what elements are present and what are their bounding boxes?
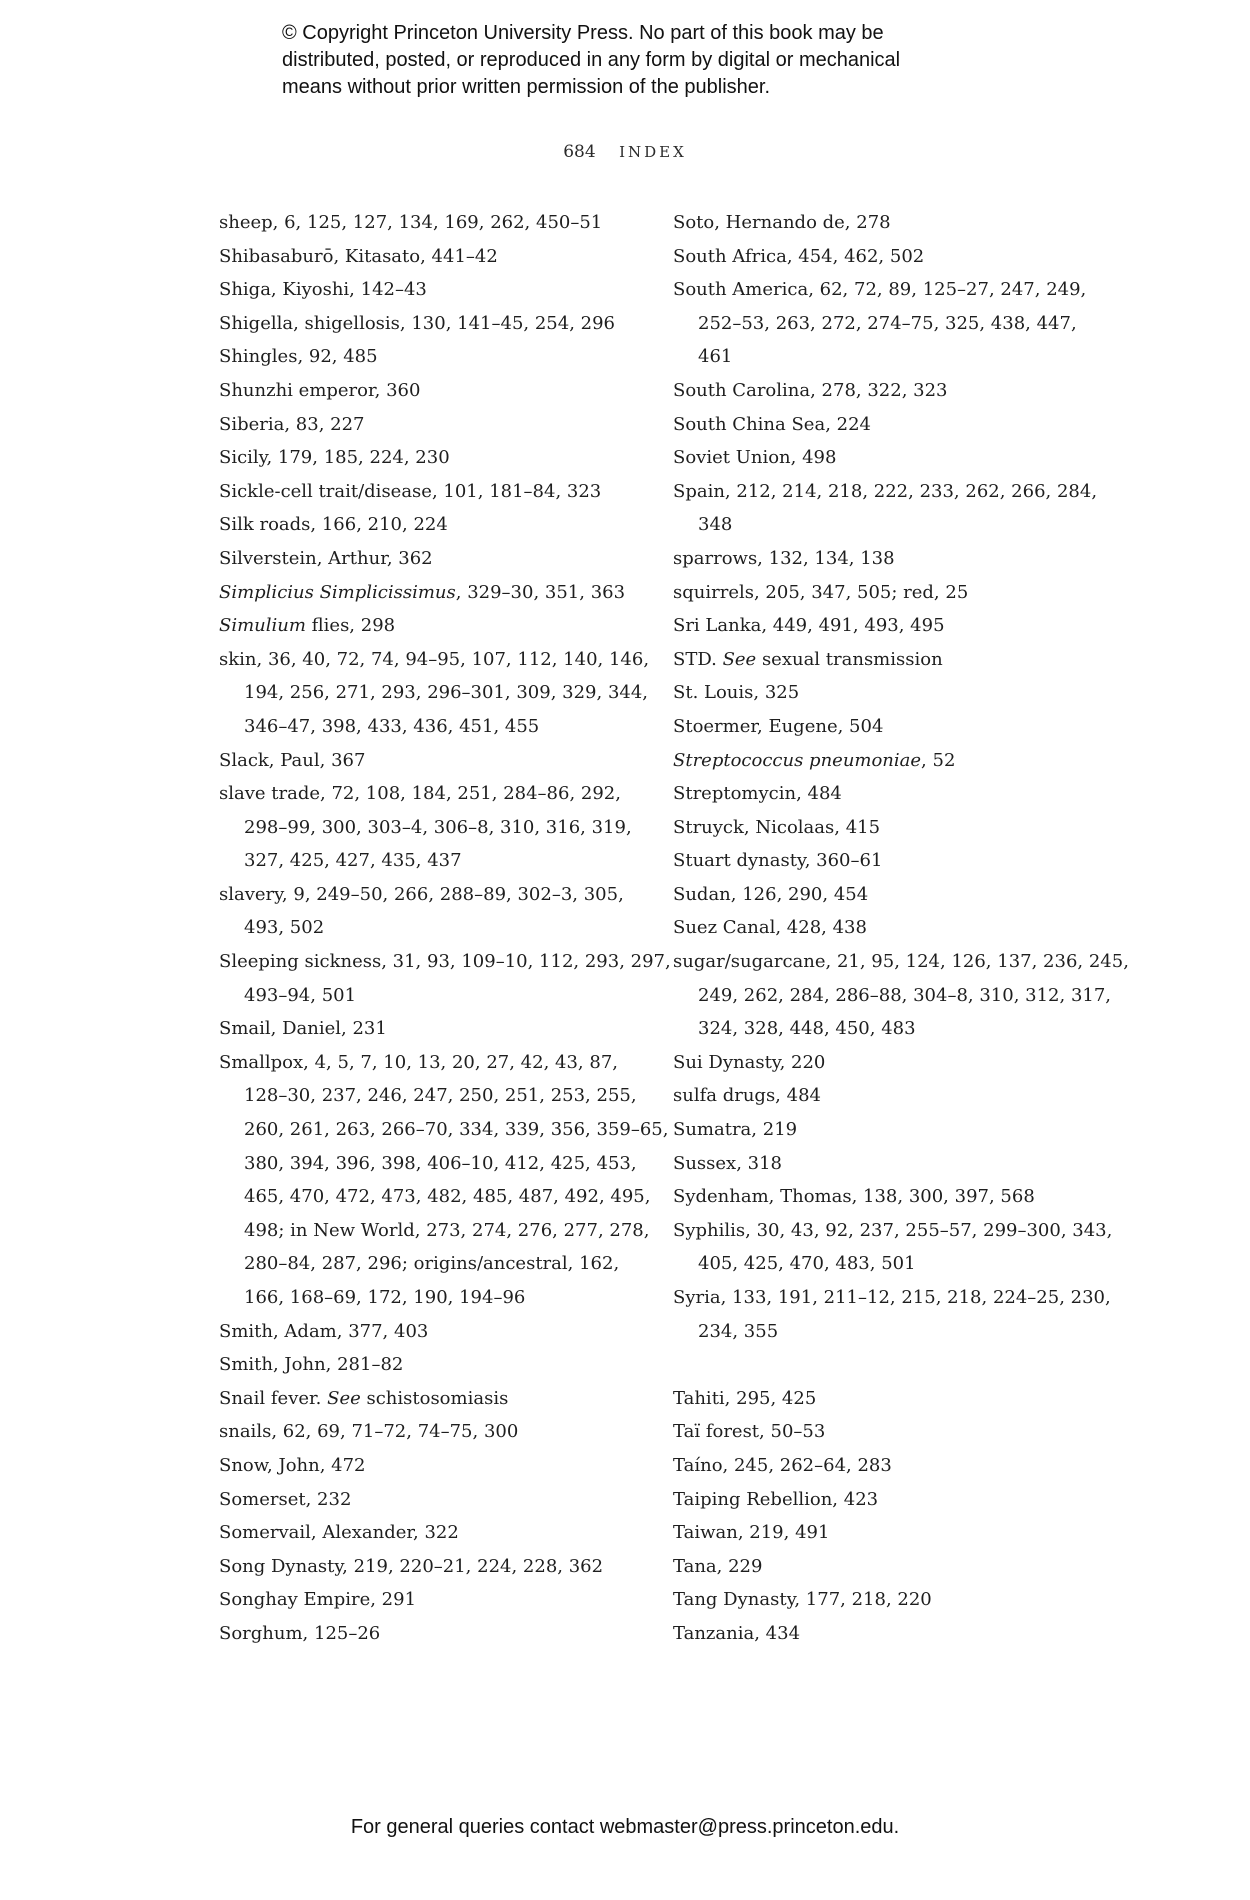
index-entry: [219, 1315, 659, 1349]
index-entry: [673, 576, 1113, 610]
index-entry: [673, 609, 1113, 643]
index-entry-continuation: [219, 1113, 669, 1147]
index-entry-text: 380, 394, 396, 398, 406–10, 412, 425, 453,: [244, 1152, 637, 1174]
index-entry-text: , 329–30, 351, 363: [455, 581, 626, 603]
index-entry-text: Siberia, 83, 227: [219, 413, 365, 435]
index-entry-text: , 52: [921, 749, 956, 771]
page-number: 684: [563, 142, 596, 162]
index-entry: [219, 576, 659, 610]
index-entry: [219, 1483, 659, 1517]
index-entry-text: Syphilis, 30, 43, 92, 237, 255–57, 299–300, 343,: [673, 1219, 1113, 1241]
index-entry-text: schistosomiasis: [360, 1387, 509, 1409]
index-entry-continuation: [673, 1315, 1113, 1349]
index-entry-text: South Africa, 454, 462, 502: [673, 245, 925, 267]
index-entry: [673, 1617, 1113, 1651]
index-entry-text: Somerset, 232: [219, 1488, 352, 1510]
index-entry-text: 405, 425, 470, 483, 501: [698, 1253, 916, 1275]
index-entry: [219, 273, 659, 307]
index-entry-text: snails, 62, 69, 71–72, 74–75, 300: [219, 1421, 519, 1443]
index-entry: [219, 206, 659, 240]
index-entry-text: Songhay Empire, 291: [219, 1589, 417, 1611]
index-entry-continuation: [673, 1247, 1113, 1281]
index-entry-continuation: [219, 1247, 659, 1281]
index-entry-italic: Streptococcus pneumoniae: [673, 749, 922, 771]
index-entry: [219, 240, 659, 274]
index-entry: [673, 911, 1113, 945]
index-entry-italic: See: [327, 1387, 361, 1409]
index-entry: [219, 408, 659, 442]
copyright-line: © Copyright Princeton University Press. No part of this book may be: [282, 22, 884, 44]
index-entry-text: Silk roads, 166, 210, 224: [219, 514, 448, 536]
index-entry: [219, 374, 659, 408]
index-entry-text: Song Dynasty, 219, 220–21, 224, 228, 362: [219, 1555, 604, 1577]
index-entry-text: Smith, John, 281–82: [219, 1354, 404, 1376]
index-entry: [219, 1516, 659, 1550]
index-entry-text: 465, 470, 472, 473, 482, 485, 487, 492, 495,: [244, 1186, 651, 1208]
index-entry-continuation: [673, 508, 1113, 542]
index-entry-text: Shiga, Kiyoshi, 142–43: [219, 279, 427, 301]
index-entry-text: Sleeping sickness, 31, 93, 109–10, 112, 293, 297,: [219, 951, 671, 973]
index-entry: [673, 1113, 1113, 1147]
index-entry: [219, 643, 659, 677]
index-entry: [219, 609, 659, 643]
copyright-line: means without prior written permission of the publisher.: [282, 76, 771, 98]
index-entry-text: Syria, 133, 191, 211–12, 215, 218, 224–25, 230,: [673, 1287, 1111, 1308]
index-entry-continuation: [219, 1214, 659, 1248]
index-entry: [673, 1046, 1113, 1080]
index-column-right: [673, 206, 1129, 1651]
index-entry: [673, 1483, 1113, 1517]
copyright-line: distributed, posted, or reproduced in any form by digital or mechanical: [282, 49, 901, 71]
index-entry-text: Sorghum, 125–26: [219, 1622, 381, 1644]
index-entry: [673, 542, 1113, 576]
index-entry-continuation: [219, 1147, 659, 1181]
index-entry-continuation: [673, 979, 1113, 1013]
index-entry-text: sparrows, 132, 134, 138: [673, 547, 895, 569]
index-entry-continuation: [219, 844, 659, 878]
index-entry: [219, 744, 659, 778]
index-entry-continuation: [673, 307, 1113, 341]
index-entry-text: 461: [698, 346, 733, 368]
index-entry-continuation: [219, 979, 659, 1013]
index-entry: [219, 542, 659, 576]
index-entry: [673, 777, 1113, 811]
index-entry-continuation: [673, 1012, 1113, 1046]
index-entry-italic: Simulium: [219, 615, 306, 637]
index-entry-text: 194, 256, 271, 293, 296–301, 309, 329, 344,: [244, 682, 649, 704]
index-entry: [673, 710, 1113, 744]
index-entry: [673, 408, 1113, 442]
index-entry-italic: See: [722, 648, 757, 670]
index-entry-text: sugar/sugarcane, 21, 95, 124, 126, 137, 236, 245,: [673, 951, 1129, 973]
index-entry: [219, 1617, 659, 1651]
copyright-notice: [282, 20, 1042, 101]
index-entry: [673, 374, 1113, 408]
index-entry: [673, 878, 1113, 912]
index-entry-text: South Carolina, 278, 322, 323: [673, 379, 948, 401]
index-entry-italic: Simplicius Simplicissimus: [219, 581, 456, 603]
index-entry-text: 324, 328, 448, 450, 483: [698, 1018, 916, 1040]
index-entry-text: Sydenham, Thomas, 138, 300, 397, 568: [673, 1186, 1035, 1208]
index-entry: [673, 811, 1113, 845]
index-entry-text: Soto, Hernando de, 278: [673, 212, 891, 233]
index-entry-text: Tang Dynasty, 177, 218, 220: [673, 1589, 932, 1611]
index-entry: [219, 1583, 659, 1617]
index-entry-text: Taiping Rebellion, 423: [673, 1488, 879, 1510]
index-entry: [673, 1516, 1113, 1550]
index-entry-text: 249, 262, 284, 286–88, 304–8, 310, 312, 317,: [698, 984, 1112, 1006]
index-entry: [673, 945, 1129, 979]
index-entry: [219, 878, 659, 912]
index-entry-continuation: [219, 1180, 659, 1214]
index-entry-text: Smail, Daniel, 231: [219, 1018, 387, 1040]
index-entry: [673, 1449, 1113, 1483]
index-entry: [219, 508, 659, 542]
index-entry: [673, 1382, 1113, 1416]
index-entry: [219, 441, 659, 475]
index-entry-text: 234, 355: [698, 1320, 779, 1342]
index-entry: [219, 475, 659, 509]
index-entry-text: Slack, Paul, 367: [219, 749, 366, 771]
index-entry-text: Sudan, 126, 290, 454: [673, 883, 869, 905]
index-entry-text: Smallpox, 4, 5, 7, 10, 13, 20, 27, 42, 43, 87,: [219, 1051, 618, 1073]
index-entry: [673, 1079, 1113, 1113]
footer-contact: For general queries contact webmaster@press.princeton.edu.: [350, 1816, 900, 1838]
index-entry-text: Taiwan, 219, 491: [673, 1522, 830, 1544]
index-entry-text: sulfa drugs, 484: [673, 1085, 821, 1107]
index-entry-text: 327, 425, 427, 435, 437: [244, 850, 462, 872]
index-entry-text: Sicily, 179, 185, 224, 230: [219, 447, 450, 469]
index-entry-text: 348: [698, 514, 733, 536]
index-entry: [219, 1046, 659, 1080]
index-entry-text: slavery, 9, 249–50, 266, 288–89, 302–3, 305,: [219, 883, 624, 905]
index-entry-text: Sumatra, 219: [673, 1119, 798, 1141]
index-entry: [219, 777, 659, 811]
index-entry-text: slave trade, 72, 108, 184, 251, 284–86, 292,: [219, 783, 621, 805]
index-entry: [673, 1180, 1113, 1214]
index-entry-continuation: [219, 1079, 659, 1113]
index-entry-text: Snow, John, 472: [219, 1454, 366, 1476]
index-entry-text: Shunzhi emperor, 360: [219, 379, 421, 401]
index-entry-text: 128–30, 237, 246, 247, 250, 251, 253, 255,: [244, 1085, 637, 1107]
section-gap: [673, 1348, 1113, 1382]
index-entry: [673, 676, 1113, 710]
index-entry: [219, 945, 671, 979]
index-entry-continuation: [219, 911, 659, 945]
index-entry: [673, 844, 1113, 878]
index-entry: [219, 1382, 659, 1416]
index-entry-text: Struyck, Nicolaas, 415: [673, 816, 881, 838]
index-entry-text: 260, 261, 263, 266–70, 334, 339, 356, 359–65,: [244, 1119, 669, 1141]
index-entry: [673, 1147, 1113, 1181]
index-entry-text: Streptomycin, 484: [673, 783, 842, 805]
index-entry: [219, 1449, 659, 1483]
index-entry-continuation: [219, 811, 659, 845]
index-entry-continuation: [219, 676, 659, 710]
index-entry: [673, 441, 1113, 475]
index-entry-continuation: [673, 340, 1113, 374]
index-entry: [673, 1281, 1113, 1315]
index-entry-text: Sickle-cell trait/disease, 101, 181–84, 323: [219, 480, 602, 502]
index-entry: [673, 1214, 1113, 1248]
index-entry-text: Shingles, 92, 485: [219, 346, 378, 368]
index-entry: [673, 206, 1113, 240]
index-entry-text: Soviet Union, 498: [673, 447, 837, 469]
index-entry-text: South America, 62, 72, 89, 125–27, 247, 249,: [673, 279, 1087, 301]
index-entry-text: Taíno, 245, 262–64, 283: [673, 1454, 892, 1476]
index-entry: [673, 240, 1113, 274]
index-entry-text: South China Sea, 224: [673, 413, 871, 435]
index-entry-text: 298–99, 300, 303–4, 306–8, 310, 316, 319,: [244, 816, 632, 838]
index-entry-text: flies, 298: [305, 615, 396, 637]
index-entry-text: Smith, Adam, 377, 403: [219, 1320, 429, 1342]
index-entry-continuation: [219, 1281, 659, 1315]
index-entry-text: STD.: [673, 648, 723, 670]
index-entry-text: 346–47, 398, 433, 436, 451, 455: [244, 715, 540, 737]
index-entry-text: skin, 36, 40, 72, 74, 94–95, 107, 112, 140, 146,: [219, 648, 650, 670]
index-column-left: [219, 206, 671, 1651]
index-entry: [219, 1348, 659, 1382]
index-entry-text: Tahiti, 295, 425: [673, 1387, 817, 1409]
index-entry-text: Taï forest, 50–53: [673, 1421, 826, 1443]
index-entry-text: Somervail, Alexander, 322: [219, 1522, 459, 1544]
index-entry: [673, 1550, 1113, 1584]
index-entry-text: Sui Dynasty, 220: [673, 1051, 826, 1073]
index-entry-text: squirrels, 205, 347, 505; red, 25: [673, 581, 969, 603]
index-entry: [219, 1012, 659, 1046]
index-entry-text: Suez Canal, 428, 438: [673, 917, 867, 939]
index-entry-text: Sussex, 318: [673, 1152, 783, 1174]
index-entry-text: Shibasaburō, Kitasato, 441–42: [219, 245, 498, 267]
index-entry-text: 493–94, 501: [244, 984, 357, 1006]
index-entry-text: Snail fever.: [219, 1387, 328, 1409]
index-entry: [673, 273, 1113, 307]
index-entry: [673, 475, 1113, 509]
index-entry-text: sexual transmission: [756, 648, 943, 670]
index-entry-text: Tanzania, 434: [673, 1622, 801, 1644]
index-entry: [673, 744, 1113, 778]
index-entry: [219, 1415, 659, 1449]
index-entry-text: Stoermer, Eugene, 504: [673, 715, 884, 737]
running-title: INDEX: [619, 143, 687, 161]
index-entry: [219, 340, 659, 374]
index-entry-text: Stuart dynasty, 360–61: [673, 850, 883, 872]
index-entry-text: 280–84, 287, 296; origins/ancestral, 162,: [244, 1253, 620, 1275]
index-entry-continuation: [219, 710, 659, 744]
index-entry-text: Tana, 229: [673, 1555, 763, 1577]
index-entry: [673, 1583, 1113, 1617]
index-entry-text: 493, 502: [244, 917, 325, 939]
index-entry-text: 498; in New World, 273, 274, 276, 277, 278,: [244, 1219, 650, 1241]
index-entry: [673, 643, 1113, 677]
index-entry-text: Spain, 212, 214, 218, 222, 233, 262, 266, 284,: [673, 480, 1098, 502]
index-entry-text: Shigella, shigellosis, 130, 141–45, 254, 296: [219, 312, 615, 334]
index-entry-text: 166, 168–69, 172, 190, 194–96: [244, 1287, 526, 1308]
index-entry-text: St. Louis, 325: [673, 682, 800, 704]
index-entry: [219, 1550, 659, 1584]
index-entry: [219, 307, 659, 341]
index-entry: [673, 1415, 1113, 1449]
index-entry-text: 252–53, 263, 272, 274–75, 325, 438, 447,: [698, 312, 1077, 334]
index-entry-text: Silverstein, Arthur, 362: [219, 547, 433, 569]
index-entry-text: Sri Lanka, 449, 491, 493, 495: [673, 615, 945, 637]
running-header: [0, 142, 1250, 162]
index-entry-text: sheep, 6, 125, 127, 134, 169, 262, 450–51: [219, 212, 603, 233]
